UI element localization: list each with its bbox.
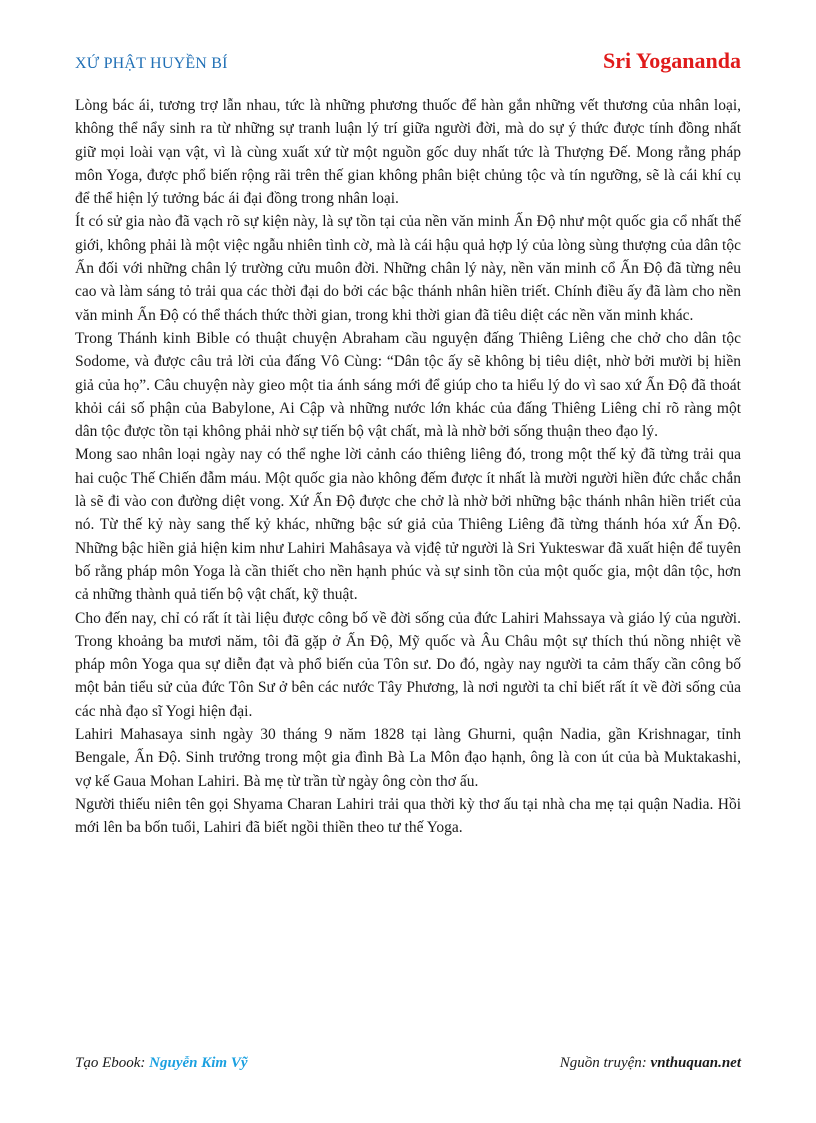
source-site-link[interactable]: vnthuquan.net <box>650 1055 741 1071</box>
book-title: XỨ PHẬT HUYỀN BÍ <box>75 55 228 72</box>
source-credit-separator: : <box>641 1055 651 1071</box>
source-credit <box>560 1055 741 1072</box>
ebook-credit <box>75 1055 248 1072</box>
paragraph: Mong sao nhân loại ngày nay có thể nghe lời cảnh cáo thiêng liêng đó, trong một thế kỷ đã từng trải qua hai cuộc Thế Chiến đẫm máu. Một quốc gia nào không đếm được ít nhất là mười người hiền đức chắc chắn là sẽ đi vào con đường diệt vong. Xứ Ấn Độ được che chở là nhờ bởi những bậc thánh nhân hiền triết của nó. Từ thế kỷ này sang thế kỷ khác, những bậc sứ giả của Thiêng Liêng đã từng thánh hóa xứ Ấn Độ. Những bậc hiền giả hiện kim như Lahiri Mahâsaya và vịđệ tử người là Sri Yukteswar đã xuất hiện để tuyên bố rằng pháp môn Yoga là cần thiết cho nền hạnh phúc và sự sinh tồn của một quốc gia, một dân tộc, hơn cả những thành quả tiến bộ vật chất, kỹ thuật. <box>75 446 741 604</box>
page-body <box>75 94 741 840</box>
paragraph: Lòng bác ái, tương trợ lẫn nhau, tức là những phương thuốc để hàn gắn những vết thương của nhân loại, không thể nẩy sinh ra từ những sự tranh luận lý trí giữa người đời, mà do sự ý thức được tính đồng nhất giữ mọi loài vạn vật, vì là cùng xuất xứ từ một nguồn gốc duy nhất tức là Thượng Đế. Mong rằng pháp môn Yoga, được phổ biến rộng rãi trên thế gian không phân biệt chủng tộc và tín ngưỡng, sẽ là cái khí cụ để thể hiện lý tưởng bác ái đại đồng trong nhân loại. <box>75 97 741 208</box>
paragraph: Ít có sử gia nào đã vạch rõ sự kiện này, là sự tồn tại của nền văn minh Ấn Độ như một quốc gia cổ nhất thế giới, không phải là một việc ngẫu nhiên tình cờ, mà là cái hậu quả hợp lý của lòng sùng thượng của dân tộc Ấn đối với những chân lý trường cửu muôn đời. Những chân lý này, nền văn minh cổ Ấn Độ đã từng nêu cao và làm sáng tỏ trải qua các thời đại do bởi các bậc thánh nhân hiền triết. Chính điều ấy đã làm cho nền văn minh Ấn Độ có thể thách thức thời gian, trong khi thời gian đã tiêu diệt các nền văn minh khác. <box>75 213 741 324</box>
paragraph: Người thiếu niên tên gọi Shyama Charan Lahiri trải qua thời kỳ thơ ấu tại nhà cha mẹ tại quận Nadia. Hồi mới lên ba bốn tuổi, Lahiri đã biết ngồi thiền theo tư thế Yoga. <box>75 795 741 837</box>
ebook-credit-separator: : <box>140 1055 150 1071</box>
page-header <box>75 48 741 76</box>
paragraph: Trong Thánh kinh Bible có thuật chuyện Abraham cầu nguyện đấng Thiêng Liêng che chở cho dân tộc Sodome, và được câu trả lời của đấng Vô Cùng: “Dân tộc ấy sẽ không bị tiêu diệt, nhờ bởi mười bị hiền giả của họ”. Câu chuyện này gieo một tia ánh sáng mới để giúp cho ta hiểu lý do vì sao xứ Ấn Độ đã thoát khỏi cái số phận của Babylone, Ai Cập và những nước lớn khác của đấng Thiêng Liêng chỉ rõ ràng một dân tộc được tồn tại không phải nhờ sự tiến bộ vật chất, mà là nhờ bởi sống thuận theo đạo lý. <box>75 329 741 441</box>
source-credit-label: Nguồn truyện <box>559 1055 642 1071</box>
page-footer <box>75 1055 741 1072</box>
author-name: Sri Yogananda <box>603 48 741 73</box>
paragraph: Cho đến nay, chỉ có rất ít tài liệu được công bố về đời sống của đức Lahiri Mahssaya và giáo lý của người. Trong khoảng ba mươi năm, tôi đã gặp ở Ấn Độ, Mỹ quốc và Âu Châu một sự thích thú nồng nhiệt về pháp môn Yoga qua sự diễn đạt và phổ biến của Tôn sư. Do đó, ngày nay người ta cảm thấy cần công bố một bản tiểu sử của đức Tôn Sư ở bên các nước Tây Phương, là nơi người ta chỉ biết rất ít về đời sống của các nhà đạo sĩ Yogi hiện đại. <box>75 609 741 720</box>
paragraph: Lahiri Mahasaya sinh ngày 30 tháng 9 năm 1828 tại làng Ghurni, quận Nadia, gần Krishnagar, tỉnh Bengale, Ấn Độ. Sinh trưởng trong một gia đình Bà La Môn đạo hạnh, ông là con út của bà Muktakashi, vợ kế Gaua Mohan Lahiri. Bà mẹ từ trần từ ngày ông còn thơ ấu. <box>75 726 741 790</box>
ebook-creator-name: Nguyễn Kim Vỹ <box>149 1055 248 1071</box>
ebook-credit-label: Tạo Ebook <box>75 1055 141 1071</box>
